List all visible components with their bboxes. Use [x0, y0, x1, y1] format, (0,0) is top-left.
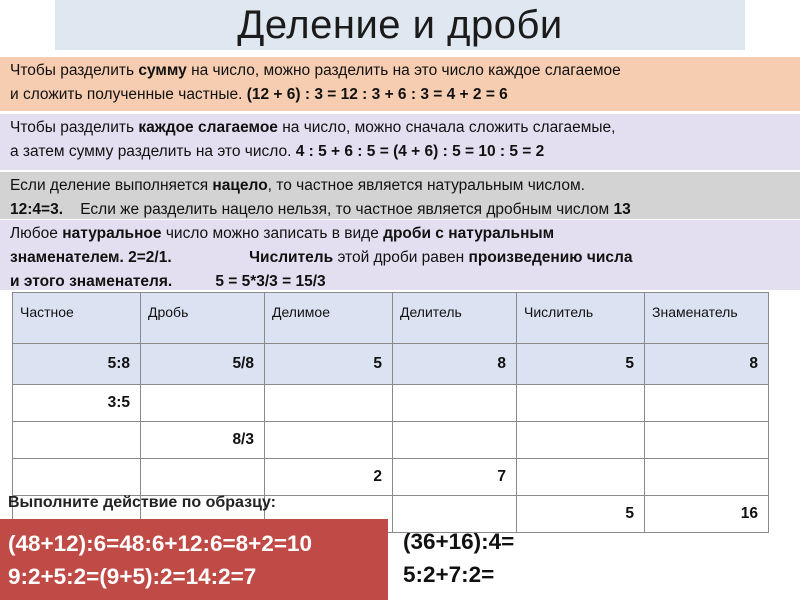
text: на число, можно разделить на это число каждое слагаемое	[186, 62, 621, 79]
text: на число, можно сначала сложить слагаемые,	[277, 119, 616, 136]
cell	[645, 459, 769, 496]
cell: 8/3	[141, 422, 265, 459]
cell	[13, 459, 141, 496]
header-quotient: Частное	[13, 293, 141, 344]
title-band	[55, 0, 745, 50]
example-line: 9:2+5:2=(9+5):2=14:2=7	[8, 564, 257, 589]
rule-line	[10, 270, 790, 294]
example-bold: 12:4=3.	[10, 201, 64, 218]
cell: 2	[265, 459, 393, 496]
header-dividend: Делимое	[265, 293, 393, 344]
cell	[517, 422, 645, 459]
cell: 5/8	[141, 344, 265, 385]
text: и сложить полученные частные.	[10, 86, 247, 103]
text-bold: сумму	[138, 62, 187, 79]
cell: 3:5	[13, 385, 141, 422]
cell	[265, 385, 393, 422]
cell	[517, 385, 645, 422]
header-fraction: Дробь	[141, 293, 265, 344]
text: Чтобы разделить	[10, 119, 139, 136]
text: этой дроби равен	[333, 249, 469, 266]
text: число можно записать в виде	[161, 225, 384, 242]
cell	[517, 459, 645, 496]
text-bold: и этого знаменателя.	[10, 273, 173, 290]
cell	[13, 422, 141, 459]
rule-line	[10, 246, 790, 270]
page-title: Деление и дроби	[237, 3, 563, 47]
table-row	[13, 344, 769, 385]
example-bold: (12 + 6) : 3 = 12 : 3 + 6 : 3 = 4 + 2 = 6	[246, 86, 508, 103]
worked-example	[0, 519, 388, 600]
spacer	[172, 249, 250, 266]
example-bold: знаменателем. 2=2/1.	[10, 249, 172, 266]
text-bold: каждое слагаемое	[138, 119, 278, 136]
rule-natural-as-fraction	[0, 220, 800, 290]
rule-line	[10, 140, 790, 164]
header-divisor: Делитель	[393, 293, 517, 344]
cell	[265, 422, 393, 459]
rule-line	[10, 116, 790, 140]
text: а затем сумму разделить на это число.	[10, 143, 296, 160]
text-bold: произведению числа	[468, 249, 633, 266]
cell: 5	[517, 496, 645, 533]
text-bold: Числитель	[249, 249, 334, 266]
table-row	[13, 459, 769, 496]
rule-whole-division	[0, 172, 800, 219]
cell	[645, 422, 769, 459]
rule-each-term-division	[0, 114, 800, 170]
task-label: Выполните действие по образцу:	[8, 494, 276, 511]
cell: 5	[517, 344, 645, 385]
header-numerator: Числитель	[517, 293, 645, 344]
text-bold: 13	[613, 201, 631, 218]
cell: 16	[645, 496, 769, 533]
exercise	[403, 525, 514, 591]
cell	[645, 385, 769, 422]
cell: 5:8	[13, 344, 141, 385]
table-row	[13, 385, 769, 422]
text: Если деление выполняется	[10, 177, 213, 194]
text: , то частное является натуральным числом.	[267, 177, 585, 194]
text-bold: натуральное	[62, 225, 162, 242]
exercise-line: 5:2+7:2=	[403, 562, 495, 587]
cell	[393, 385, 517, 422]
cell: 5	[265, 344, 393, 385]
text-bold: дроби с натуральным	[383, 225, 555, 242]
text: Если же разделить нацело нельзя, то частное является дробным числом	[63, 201, 614, 218]
text: Чтобы разделить	[10, 62, 139, 79]
text-bold: нацело	[212, 177, 268, 194]
rule-line	[10, 198, 790, 222]
example-bold: 5 = 5*3/3 = 15/3	[172, 273, 326, 290]
rule-sum-division	[0, 57, 800, 111]
example-bold: 4 : 5 + 6 : 5 = (4 + 6) : 5 = 10 : 5 = 2	[295, 143, 545, 160]
cell	[393, 422, 517, 459]
cell	[141, 459, 265, 496]
cell: 8	[393, 344, 517, 385]
cell: 7	[393, 459, 517, 496]
text: Любое	[10, 225, 63, 242]
example-line: (48+12):6=48:6+12:6=8+2=10	[8, 531, 313, 556]
rule-line	[10, 222, 790, 246]
cell: 8	[645, 344, 769, 385]
rule-line	[10, 83, 790, 107]
rule-line	[10, 59, 790, 83]
cell	[141, 385, 265, 422]
exercise-line: (36+16):4=	[403, 529, 515, 554]
header-denominator: Знаменатель	[645, 293, 769, 344]
table-row	[13, 422, 769, 459]
table-header-row	[13, 293, 769, 344]
rule-line	[10, 174, 790, 198]
